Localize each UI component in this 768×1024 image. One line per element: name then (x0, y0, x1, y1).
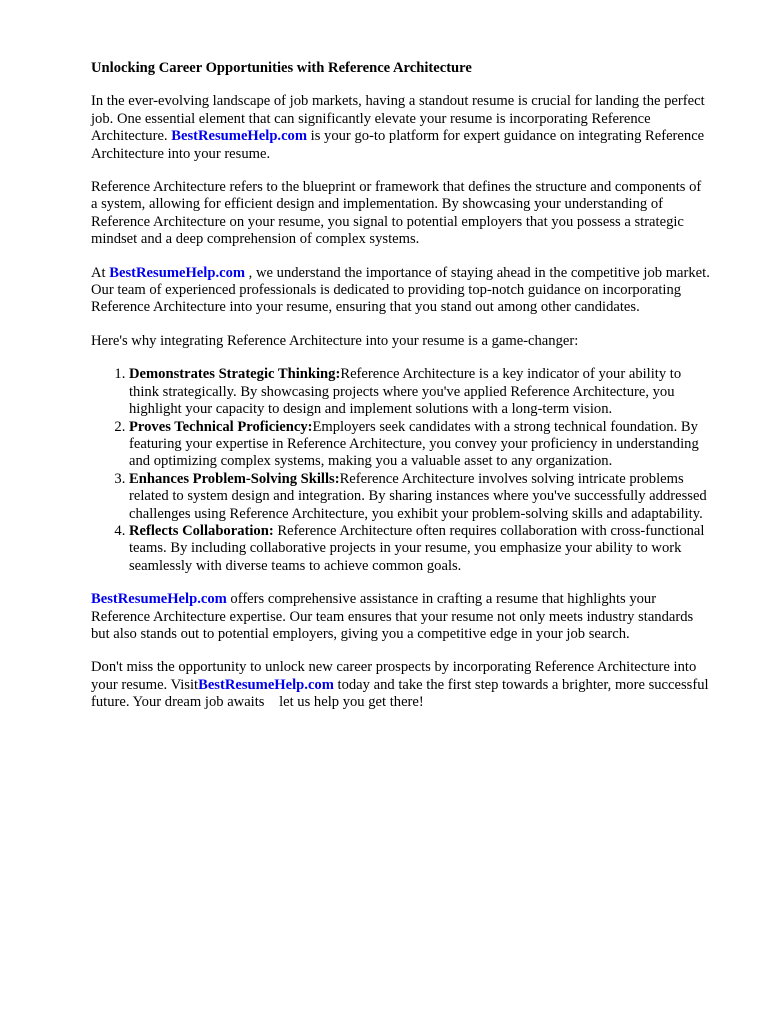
why-paragraph: Here's why integrating Reference Architecture into your resume is a game-changer: (91, 332, 579, 349)
about-text-before: At (91, 264, 110, 281)
benefits-list (91, 366, 711, 575)
list-item (129, 523, 711, 575)
list-item (129, 366, 711, 418)
bestresumehelp-link-1[interactable]: BestResumeHelp.com (171, 128, 308, 145)
about-paragraph (91, 265, 711, 317)
closing-paragraph (91, 659, 711, 711)
services-text-after: offers comprehensive assistance in crafting a resume that highlights your Reference Architecture expertise. Our team ensures that your resume not only meets industry standards but also stands out to potential employers, giving you a competitive edge in your job search. (91, 591, 694, 642)
intro-text-before: In the ever-evolving landscape of job markets, having a standout resume is crucial for landing the perfect job. One essential element that can significantly elevate your resume is incorporating Reference Architecture. (91, 93, 705, 145)
bestresumehelp-link-4[interactable]: BestResumeHelp.com (198, 676, 334, 693)
about-text-after: , we understand the importance of staying ahead in the competitive job market. Our team of experienced professionals is dedicated to providing top-notch guidance on incorporating Reference Architecture into your resume, ensuring that you stand out among other candidates. (91, 264, 710, 316)
bestresumehelp-link-2[interactable]: BestResumeHelp.com (109, 264, 246, 281)
list-item-heading: Reflects Collaboration: (129, 522, 274, 539)
intro-text-after: is your go-to platform for expert guidance on integrating Reference Architecture into your resume. (91, 128, 705, 162)
list-item-heading: Proves Technical Proficiency: (129, 418, 313, 435)
list-item-text: Reference Architecture often requires collaboration with cross-functional teams. By including collaborative projects in your resume, you emphasize your ability to work seamlessly with diverse teams to achieve common goals. (129, 522, 705, 574)
list-item (129, 471, 711, 523)
list-item-text: Reference Architecture involves solving intricate problems related to system design and integration. By sharing instances where you've successfully addressed challenges using Reference Architecture, you exhibit your problem-solving skills and adaptability. (129, 470, 707, 522)
closing-text-after: today and take the first step towards a brighter, more successful future. Your dream job awaits let us help you get there! (91, 676, 709, 711)
list-item-heading: Enhances Problem-Solving Skills: (129, 470, 340, 487)
definition-paragraph: Reference Architecture refers to the blueprint or framework that defines the structure and components of a system, allowing for efficient design and implementation. By showcasing your understanding of Reference Architecture on your resume, you signal to potential employers that you possess a strategic mindset and a deep comprehension of complex systems. (91, 179, 702, 248)
closing-text-before: Don't miss the opportunity to unlock new career prospects by incorporating Reference Architecture into your resume. Visit (91, 659, 697, 693)
list-item-text: Employers seek candidates with a strong technical foundation. By featuring your expertise in Reference Architecture, you convey your proficiency in understanding and optimizing complex systems, making you a valuable asset to any organization. (129, 418, 699, 470)
bestresumehelp-link-3[interactable]: BestResumeHelp.com (91, 591, 227, 608)
intro-paragraph (91, 93, 711, 163)
services-paragraph (91, 591, 711, 643)
list-item-text: Reference Architecture is a key indicator of your ability to think strategically. By showcasing projects where you've applied Reference Architecture, you highlight your capacity to design and implement solutions with a long-term vision. (129, 366, 682, 418)
list-item-heading: Demonstrates Strategic Thinking: (129, 366, 341, 383)
list-item (129, 419, 711, 471)
document-page (91, 60, 711, 728)
page-title: Unlocking Career Opportunities with Reference Architecture (91, 60, 472, 76)
